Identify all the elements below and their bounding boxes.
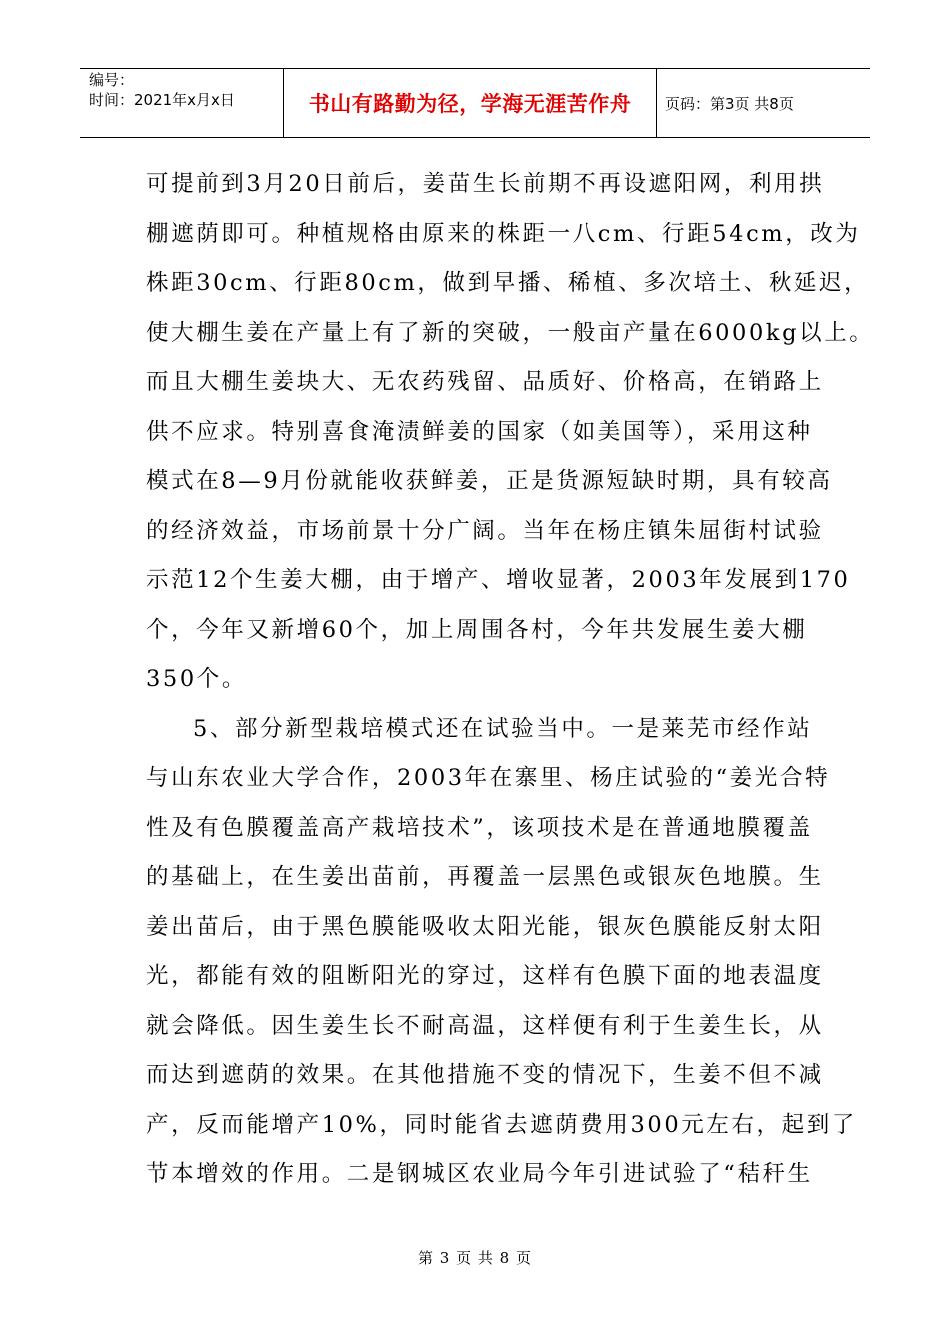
body-line: 350个。	[146, 666, 247, 692]
header-motto-cell	[284, 69, 657, 137]
header-motto: 书山有路勤为径，学海无涯苦作舟	[308, 92, 632, 116]
body-line: 棚遮荫即可。种植规格由原来的株距一八cm、行距54cm，改为	[146, 220, 861, 247]
header-meta-cell	[80, 69, 284, 137]
body-line: 个，今年又新增60个，加上周围各村，今年共发展生姜大棚	[146, 616, 808, 643]
header-page-cell	[657, 69, 870, 137]
page-footer: 第 3 页 共 8 页	[418, 1249, 532, 1267]
body-line: 而达到遮荫的效果。在其他措施不变的情况下，生姜不但不减	[146, 1062, 824, 1088]
body-line: 光，都能有效的阻断阳光的穿过，这样有色膜下面的地表温度	[146, 963, 824, 989]
body-line: 株距30cm、行距80cm，做到早播、稀植、多次培土、秋延迟，	[146, 270, 870, 296]
page-header	[80, 68, 870, 138]
body-line: 的经济效益，市场前景十分广阔。当年在杨庄镇朱屈街村试验	[146, 517, 824, 544]
body-line-paragraph-start: 5、部分新型栽培模式还在试验当中。一是莱芜市经作站	[193, 715, 813, 742]
document-date-label: 时间：2021年x月x日	[89, 91, 235, 109]
body-line: 使大棚生姜在产量上有了新的突破，一般亩产量在6000kg以上。	[146, 319, 875, 346]
body-line: 供不应求。特别喜食淹渍鲜姜的国家（如美国等），采用这种	[146, 418, 813, 445]
body-line: 而且大棚生姜块大、无农药残留、品质好、价格高，在销路上	[146, 369, 824, 395]
document-number-label: 编号：	[89, 71, 135, 89]
body-line: 的基础上，在生姜出苗前，再覆盖一层黑色或银灰色地膜。生	[146, 864, 824, 890]
body-line: 就会降低。因生姜生长不耐高温，这样便有利于生姜生长，从	[146, 1012, 824, 1039]
body-line: 姜出苗后，由于黑色膜能吸收太阳光能，银灰色膜能反射太阳	[146, 913, 824, 940]
document-body	[146, 160, 875, 1200]
body-line: 模式在8—9月份就能收获鲜姜，正是货源短缺时期，具有较高	[146, 468, 833, 494]
body-line: 性及有色膜覆盖高产栽培技术”，该项技术是在普通地膜覆盖	[146, 814, 813, 841]
body-line: 示范12个生姜大棚，由于增产、增收显著，2003年发展到170	[146, 567, 851, 593]
body-line: 与山东农业大学合作，2003年在寨里、杨庄试验的“姜光合特	[146, 765, 831, 791]
body-line: 产，反而能增产10%，同时能省去遮荫费用300元左右，起到了	[146, 1111, 857, 1138]
body-line: 节本增效的作用。二是钢城区农业局今年引进试验了“秸秆生	[146, 1161, 813, 1187]
header-page-info: 页码：第3页 共8页	[665, 94, 794, 113]
body-line: 可提前到3月20日前后，姜苗生长前期不再设遮阳网，利用拱	[146, 171, 825, 197]
